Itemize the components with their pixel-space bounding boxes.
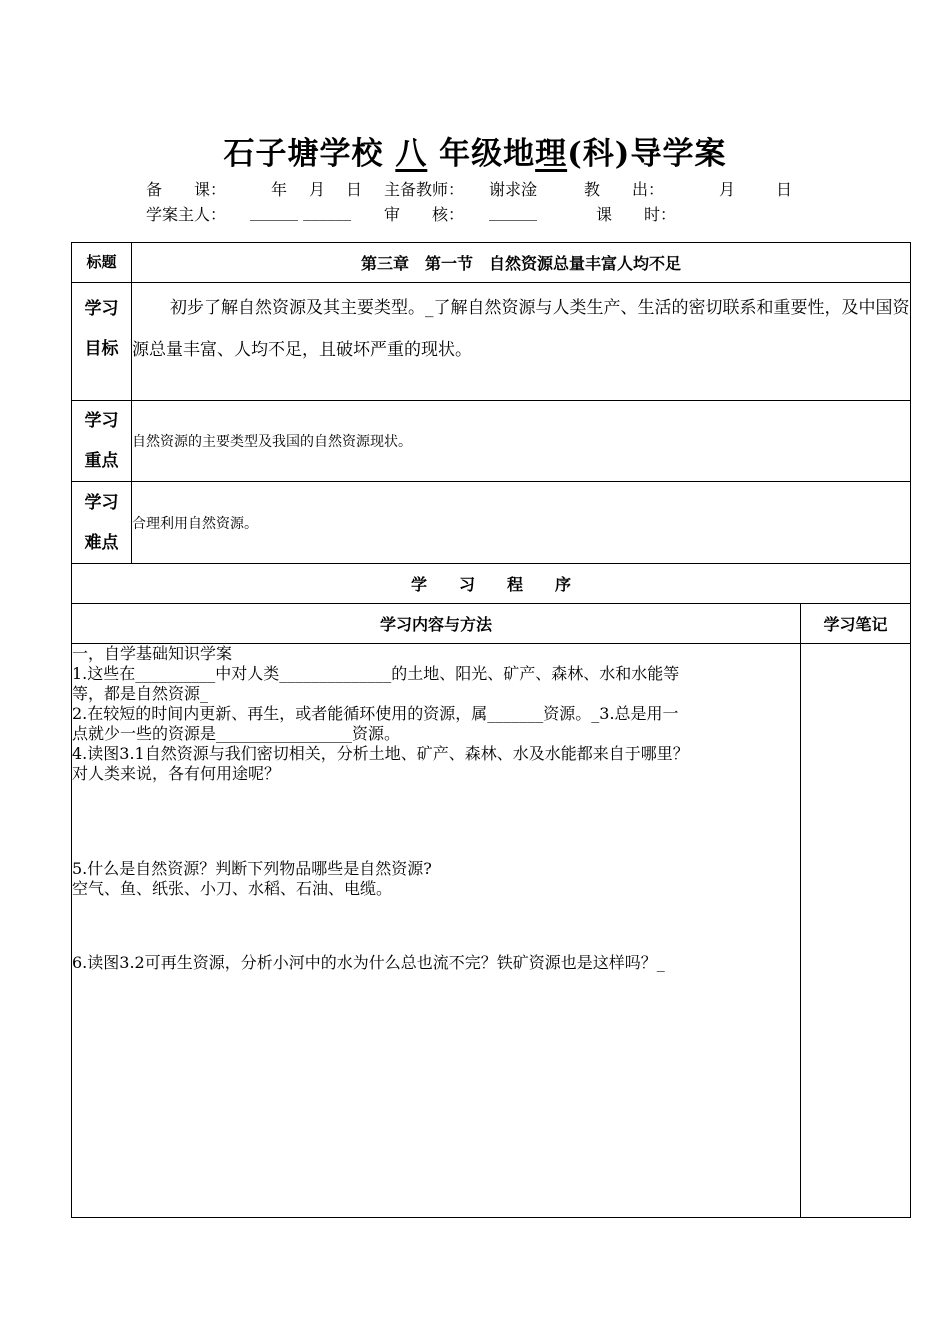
- key-text: 自然资源的主要类型及我国的自然资源现状。: [132, 401, 911, 482]
- difficulty-text: 合理利用自然资源。: [132, 482, 911, 564]
- goal-text: 初步了解自然资源及其主要类型。_了解自然资源与人类生产、生活的密切联系和重要性，及中国资源总量丰富、人均不足，且破坏严重的现状。: [132, 283, 911, 401]
- period-label: 课 时：: [596, 205, 677, 224]
- content-line: 空气、鱼、纸张、小刀、水稻、石油、电缆。: [72, 879, 393, 898]
- lesson-title: 第三章 第一节 自然资源总量丰富人均不足: [132, 243, 911, 283]
- content-area: [72, 644, 801, 1218]
- content-line: 2.在较短的时间内更新、再生，或者能循环使用的资源，属_______资源。_3.总是用一: [72, 704, 679, 723]
- issue-month: 月: [719, 180, 736, 199]
- content-line: 一，自学基础知识学案: [72, 644, 233, 663]
- prep-label: 备 课：: [146, 180, 227, 199]
- content-line: 5.什么是自然资源？判断下列物品哪些是自然资源?: [72, 859, 432, 878]
- owner-label: 学案主人：: [146, 205, 227, 224]
- key-label: 学习 重点: [72, 401, 132, 482]
- lead-teacher-name: 谢求淦: [489, 180, 538, 199]
- prep-month: 月: [309, 180, 326, 199]
- lesson-table: [71, 242, 911, 1218]
- content-line: 1.这些在__________中对人类______________的土地、阳光、矿产、森林、水和水能等: [72, 664, 680, 683]
- page-title: 石子塘学校 八 年级地理(科)导学案: [223, 136, 727, 172]
- owner-blank: ______ ______: [250, 202, 352, 221]
- lead-teacher-label: 主备教师：: [384, 180, 465, 199]
- issue-day: 日: [776, 180, 793, 199]
- notes-heading: 学习笔记: [801, 604, 911, 644]
- prep-year: 年: [271, 180, 288, 199]
- notes-area[interactable]: [801, 644, 911, 1218]
- title-label: 标题: [72, 243, 132, 283]
- prep-day: 日: [346, 180, 363, 199]
- content-line: 点就少一些的资源是_________________资源。: [72, 724, 401, 743]
- content-line: 4.读图3.1自然资源与我们密切相关，分析土地、矿产、森林、水及水能都来自于哪里？: [72, 744, 689, 763]
- content-line: 等，都是自然资源_: [72, 684, 209, 703]
- content-line: 对人类来说，各有何用途呢？: [72, 764, 281, 783]
- review-label: 审 核：: [384, 205, 465, 224]
- program-heading: 学 习 程 序: [72, 564, 911, 604]
- issue-label: 教 出：: [584, 180, 665, 199]
- content-line: 6.读图3.2可再生资源，分析小河中的水为什么总也流不完？铁矿资源也是这样吗？_: [72, 953, 665, 972]
- content-heading: 学习内容与方法: [72, 604, 801, 644]
- review-blank: ______: [489, 202, 537, 221]
- goal-label: 学习 目标: [72, 283, 132, 401]
- difficulty-label: 学习 难点: [72, 482, 132, 564]
